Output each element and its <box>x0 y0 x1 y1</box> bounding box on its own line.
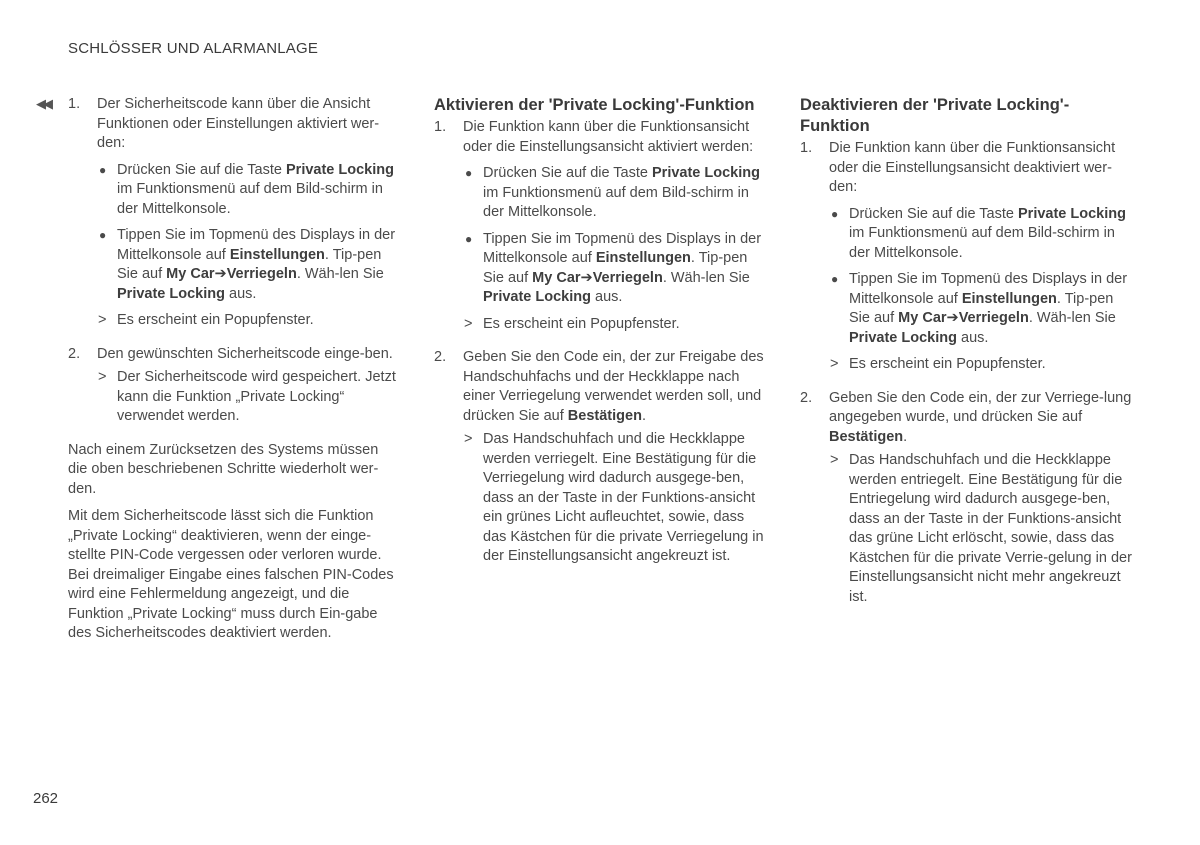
step-2 <box>434 348 770 567</box>
result-item: > Es erscheint ein Popupfenster. <box>463 315 770 335</box>
step-number: 2. <box>800 389 813 406</box>
result-item: > Das Handschuhfach und die Heckklappe werden entriegelt. Eine Bestätigung für die Entriegelung wird dadurch ausgege-ben, dass an der Taste in der Funktions-ansicht das grüne Licht erlöscht, sowie, dass das Kästchen für die private Verrie-gelung in der Einstellungsansicht nicht mehr angekreuzt ist. <box>830 452 1132 605</box>
result-arrow-icon: > <box>98 369 107 385</box>
step-number: 1. <box>434 119 447 135</box>
result-arrow-icon: > <box>830 452 839 468</box>
bullet-item: ● Drücken Sie auf die Taste Private Locking im Funktionsmenü auf dem Bild-schirm in der Mittelkonsole. <box>99 161 394 217</box>
step-number: 1. <box>800 140 813 156</box>
result-item: > Es erscheint ein Popupfenster. <box>829 355 1136 375</box>
bullet-item: ● Tippen Sie im Topmenü des Displays in der Mittelkonsole auf Einstellungen. Tip-pen Sie auf My Car➔Verriegeln. Wäh-len Sie Private Locking aus. <box>99 227 396 302</box>
step-number: 2. <box>68 345 81 362</box>
bullet-icon: ● <box>99 162 107 177</box>
paragraph: Nach einem Zurücksetzen des Systems müssen die oben beschriebenen Schritte wiederholt wer-den. <box>68 441 379 497</box>
bullet-icon: ● <box>465 231 473 246</box>
continued-from-previous-icon: ◀◀ <box>36 96 50 111</box>
column-1 <box>68 95 400 652</box>
step-number: 2. <box>434 349 447 365</box>
step-text: Die Funktion kann über die Funktionsansicht oder die Einstellungsansicht deaktiviert wer-den: <box>829 140 1116 195</box>
bullet-item: ● Tippen Sie im Topmenü des Displays in der Mittelkonsole auf Einstellungen. Tip-pen Sie auf My Car➔Verriegeln. Wäh-len Sie Private Locking aus. <box>465 230 762 305</box>
page-number: 262 <box>33 790 59 807</box>
step-text: Geben Sie den Code ein, der zur Verriege-lung angegeben wurde, und drücken Sie auf Bestätigen. <box>829 389 1132 445</box>
arrow-right-icon: ➔ <box>946 310 959 326</box>
step-1 <box>434 118 770 334</box>
bullet-icon: ● <box>831 272 839 286</box>
step-1 <box>800 139 1136 375</box>
result-item: > Der Sicherheitscode wird gespeichert. Jetzt kann die Funktion „Private Locking“ verwendet werden. <box>98 369 396 424</box>
result-item: > Es erscheint ein Popupfenster. <box>97 311 400 331</box>
page-header: SCHLÖSSER UND ALARMANLAGE <box>68 40 319 57</box>
column-2 <box>434 95 770 575</box>
step-number: 1. <box>68 96 81 112</box>
step-text: Geben Sie den Code ein, der zur Freigabe des Handschuhfachs und der Heckklappe nach einer Verriegelung verwendet werden soll, und drücken Sie auf Bestätigen. <box>463 349 764 424</box>
column-3 <box>800 95 1136 615</box>
result-arrow-icon: > <box>464 315 473 332</box>
step-text: Die Funktion kann über die Funktionsansicht oder die Einstellungsansicht aktiviert werden: <box>463 119 754 155</box>
result-arrow-icon: > <box>464 431 473 447</box>
paragraph: Mit dem Sicherheitscode lässt sich die Funktion „Private Locking“ deaktivieren, wenn der einge-stellte PIN-Code vergessen oder verloren wurde. Bei dreimaliger Eingabe eines falschen PIN-Codes wird eine Fehlermeldung angezeigt, und die Funktion „Private Locking“ muss durch Ein-gabe des Sicherheitscodes deaktiviert werden. <box>68 508 394 641</box>
bullet-icon: ● <box>99 228 107 242</box>
result-arrow-icon: > <box>830 356 839 372</box>
bullet-icon: ● <box>465 166 473 180</box>
step-2 <box>800 389 1136 608</box>
step-text: Den gewünschten Sicherheitscode einge-ben. <box>97 345 393 362</box>
bullet-item: ● Drücken Sie auf die Taste Private Locking im Funktionsmenü auf dem Bild-schirm in der Mittelkonsole. <box>831 205 1126 261</box>
step-1 <box>68 95 400 331</box>
section-heading: Aktivieren der 'Private Locking'-Funktion <box>434 96 755 114</box>
step-2 <box>68 345 400 427</box>
result-arrow-icon: > <box>98 312 107 328</box>
bullet-item: ● Tippen Sie im Topmenü des Displays in der Mittelkonsole auf Einstellungen. Tip-pen Sie auf My Car➔Verriegeln. Wäh-len Sie Private Locking aus. <box>831 271 1128 346</box>
bullet-item: ● Drücken Sie auf die Taste Private Locking im Funktionsmenü auf dem Bild-schirm in der Mittelkonsole. <box>465 165 760 220</box>
button-name: Private Locking <box>286 161 394 178</box>
arrow-right-icon: ➔ <box>580 269 593 286</box>
section-heading: Deaktivieren der 'Private Locking'-Funktion <box>800 96 1070 135</box>
bullet-icon: ● <box>831 206 839 221</box>
step-text: Der Sicherheitscode kann über die Ansicht Funktionen oder Einstellungen aktiviert wer-den: <box>97 96 380 151</box>
arrow-right-icon: ➔ <box>214 266 227 282</box>
result-item: > Das Handschuhfach und die Heckklappe werden verriegelt. Eine Bestätigung für die Verriegelung wird dadurch ausgege-ben, dass an der Taste in der Funktions-ansicht ein grünes Licht aufleuchtet, sowie, dass das Kästchen für die private Verriegelung in der Einstellungsansicht angekreuzt ist. <box>464 431 764 564</box>
